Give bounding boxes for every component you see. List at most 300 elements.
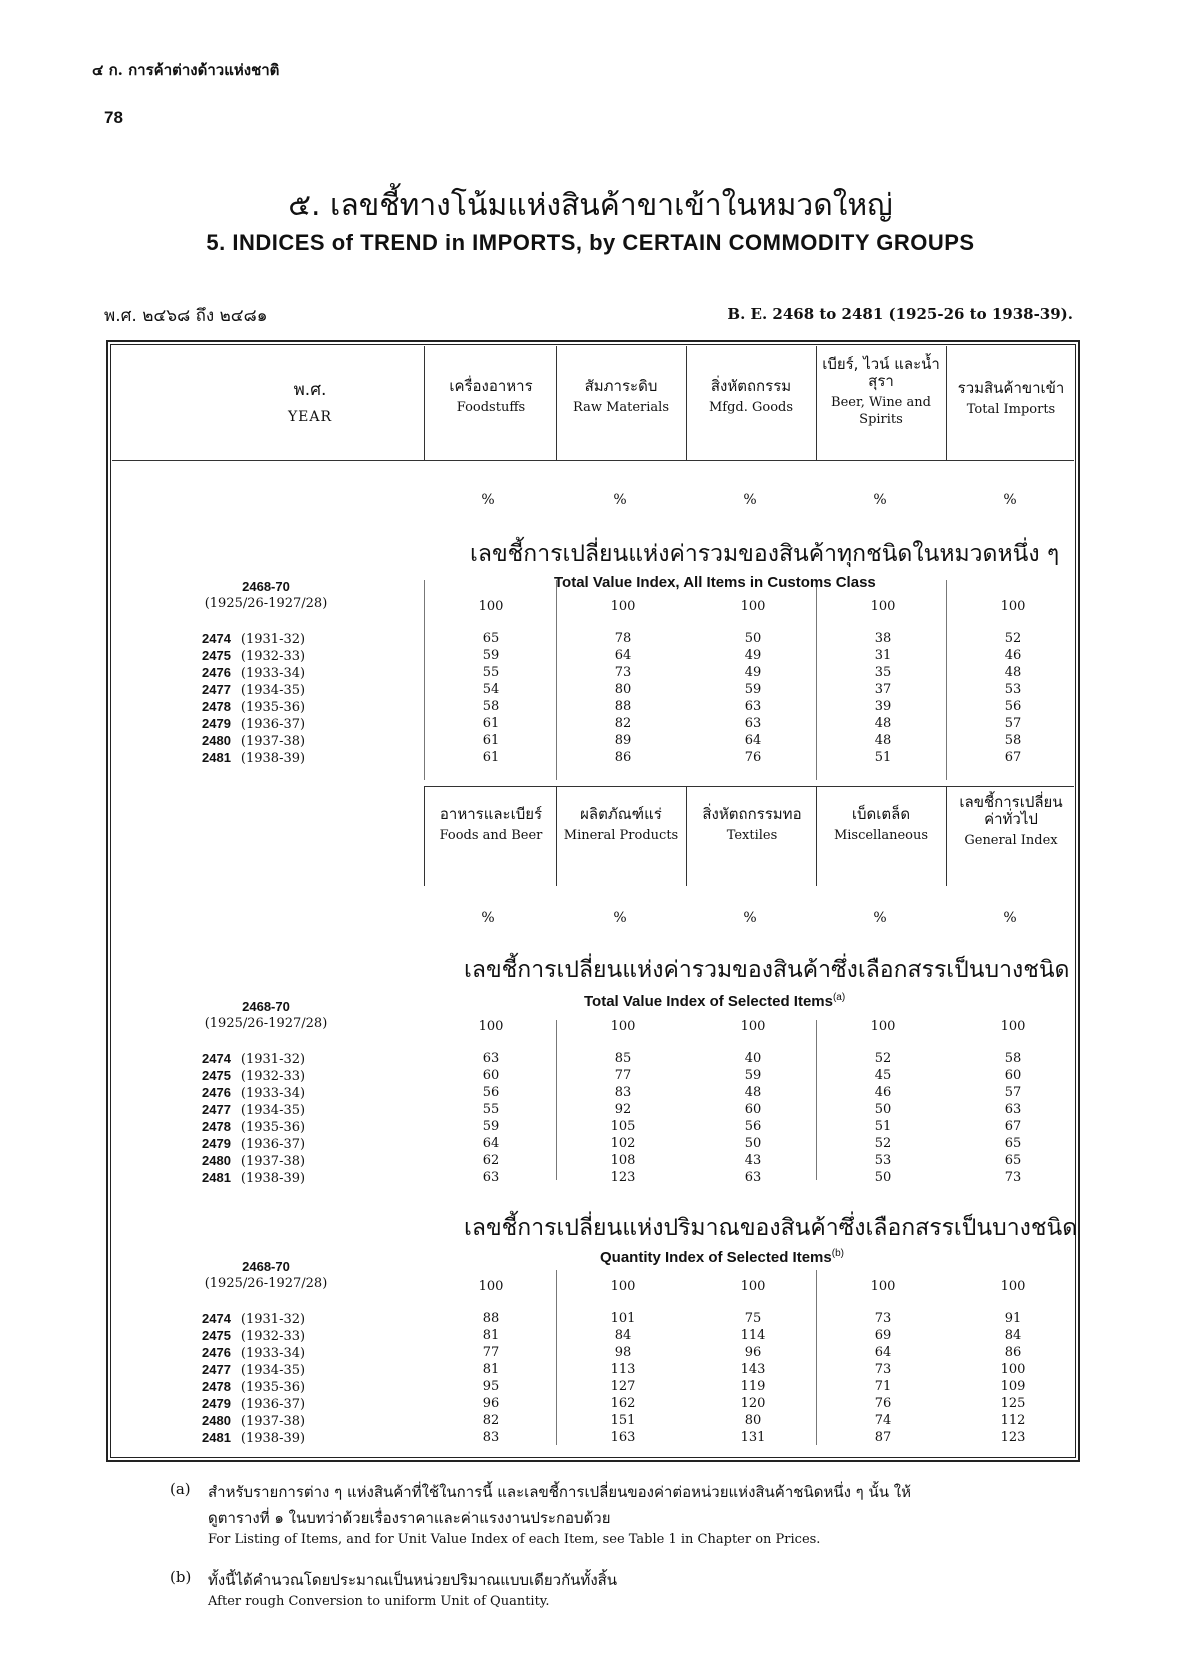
year-label [202, 749, 321, 767]
table-cell: 49 [744, 648, 762, 663]
col-divider [686, 786, 687, 886]
table-cell: 112 [1000, 1413, 1026, 1428]
year-be: 2481 [202, 1170, 231, 1185]
col-header-foods-beer [426, 806, 556, 844]
chapter-label: ๔ ก. การค้าต่างด้าวแห่งชาติ [92, 61, 280, 79]
year-be: 2481 [202, 1430, 231, 1445]
col-header-thai: ผลิตภัณฑ์แร่ [580, 805, 662, 823]
table-cell: 52 [874, 1051, 892, 1066]
table-cell: 123 [610, 1170, 636, 1185]
year-ad: (1938-39) [240, 1431, 306, 1446]
year-label [202, 1429, 321, 1447]
footnote-english: After rough Conversion to uniform Unit of Quantity. [208, 1594, 550, 1609]
section-title-text: Total Value Index of Selected Items [584, 993, 833, 1010]
base-value-cell: 100 [478, 1019, 504, 1034]
year-ad: (1932-33) [240, 649, 306, 664]
table-cell: 54 [482, 682, 500, 697]
year-be: 2480 [202, 1413, 231, 1428]
table-cell: 39 [874, 699, 892, 714]
year-label [202, 1378, 321, 1396]
table-cell: 62 [482, 1153, 500, 1168]
year-label [202, 1101, 321, 1119]
period-english: B. E. 2468 to 2481 (1925-26 to 1938-39). [727, 305, 1073, 323]
table-cell: 123 [1000, 1430, 1026, 1445]
col-header-english: General Index [964, 833, 1058, 848]
table-cell: 131 [740, 1430, 766, 1445]
table-cell: 69 [874, 1328, 892, 1343]
base-value-cell: 100 [870, 1279, 896, 1294]
year-label [202, 1412, 321, 1430]
footnote-thai: สำหรับรายการต่าง ๆ แห่งสินค้าที่ใช้ในการนี้ และเลขชี้การเปลี่ยนของค่าต่อหน่วยแห่งสินค้าชนิดหนึ่ง ๆ นั้น ให้ [208, 1483, 911, 1501]
col-header-mineral-products [558, 806, 684, 844]
year-ad: (1935-36) [240, 1380, 306, 1395]
table-cell: 50 [874, 1170, 892, 1185]
table-cell: 87 [874, 1430, 892, 1445]
year-label [202, 1344, 321, 1362]
table-cell: 48 [1004, 665, 1022, 680]
col-header-english: Foods and Beer [439, 828, 543, 843]
col-guide [424, 580, 425, 780]
table-cell: 59 [744, 682, 762, 697]
year-ad: (1931-32) [240, 632, 306, 647]
year-ad: (1934-35) [240, 683, 306, 698]
year-label [202, 1067, 321, 1085]
year-be: 2475 [202, 1068, 231, 1083]
table-cell: 50 [744, 1136, 762, 1151]
table-cell: 100 [1000, 1362, 1026, 1377]
table-cell: 50 [744, 631, 762, 646]
col-divider [946, 786, 947, 886]
percent-sign: % [743, 910, 757, 926]
percent-sign: % [1003, 910, 1017, 926]
table-cell: 82 [482, 1413, 500, 1428]
subheader-rule [424, 786, 1074, 787]
year-label [202, 647, 321, 665]
year-be: 2475 [202, 648, 231, 663]
year-ad: (1931-32) [240, 1052, 306, 1067]
year-label [202, 1152, 321, 1170]
table-cell: 35 [874, 665, 892, 680]
col-guide [946, 580, 947, 780]
year-be: 2479 [202, 716, 231, 731]
section-title-english [600, 1248, 844, 1266]
year-label [202, 681, 321, 699]
col-header-english: Mfgd. Goods [708, 400, 794, 415]
table-cell: 65 [1004, 1136, 1022, 1151]
table-cell: 77 [614, 1068, 632, 1083]
table-cell: 65 [482, 631, 500, 646]
table-cell: 114 [740, 1328, 766, 1343]
table-cell: 98 [614, 1345, 632, 1360]
footnote-b [170, 1568, 1090, 1609]
table-cell: 73 [614, 665, 632, 680]
table-cell: 65 [1004, 1153, 1022, 1168]
year-ad: (1936-37) [240, 1397, 306, 1412]
table-cell: 58 [1004, 1051, 1022, 1066]
table-cell: 76 [744, 750, 762, 765]
year-be: 2480 [202, 1153, 231, 1168]
table-cell: 48 [874, 733, 892, 748]
table-cell: 64 [744, 733, 762, 748]
col-header-english: Foodstuffs [456, 400, 526, 415]
year-ad: (1934-35) [240, 1103, 306, 1118]
table-cell: 63 [744, 716, 762, 731]
col-guide [816, 580, 817, 780]
year-label [202, 630, 321, 648]
year-ad: (1935-36) [240, 700, 306, 715]
table-cell: 73 [1004, 1170, 1022, 1185]
base-value-cell: 100 [740, 1019, 766, 1034]
col-divider [686, 346, 687, 460]
footnote-label: (a) [170, 1480, 191, 1498]
year-label [202, 698, 321, 716]
table-cell: 88 [614, 699, 632, 714]
year-ad: (1934-35) [240, 1363, 306, 1378]
table-cell: 85 [614, 1051, 632, 1066]
year-be: 2478 [202, 1379, 231, 1394]
col-header-total-imports [948, 380, 1074, 418]
table-cell: 61 [482, 733, 500, 748]
section-title-thai: เลขชี้การเปลี่ยนแห่งค่ารวมของสินค้าซึ่งเลือกสรรเป็นบางชนิด [464, 957, 1070, 983]
col-header-thai: สิ่งหัตถกรรมทอ [702, 805, 802, 823]
percent-sign: % [873, 492, 887, 508]
percent-sign: % [481, 492, 495, 508]
table-cell: 101 [610, 1311, 636, 1326]
table-cell: 64 [614, 648, 632, 663]
col-divider [816, 786, 817, 886]
section-title-english [554, 574, 876, 591]
table-cell: 63 [744, 699, 762, 714]
section-title-thai: เลขชี้การเปลี่ยนแห่งปริมาณของสินค้าซึ่งเลือกสรรเป็นบางชนิด [464, 1215, 1078, 1241]
table-cell: 48 [744, 1085, 762, 1100]
footnote-english: For Listing of Items, and for Unit Value Index of each Item, see Table 1 in Chapter on Prices. [208, 1532, 821, 1547]
year-label [202, 1050, 321, 1068]
table-cell: 58 [1004, 733, 1022, 748]
table-cell: 48 [874, 716, 892, 731]
col-divider [424, 346, 425, 460]
table-cell: 96 [482, 1396, 500, 1411]
table-cell: 74 [874, 1413, 892, 1428]
year-ad: (1937-38) [240, 1154, 306, 1169]
base-year-ad: (1925/26-1927/28) [204, 1276, 328, 1291]
col-divider [816, 346, 817, 460]
year-be: 2477 [202, 1362, 231, 1377]
year-ad: (1937-38) [240, 734, 306, 749]
percent-sign: % [1003, 492, 1017, 508]
year-label [202, 1327, 321, 1345]
table-cell: 63 [482, 1051, 500, 1066]
col-divider [946, 346, 947, 460]
base-value-cell: 100 [1000, 599, 1026, 614]
footnote-thai: ดูตารางที่ ๑ ในบทว่าด้วยเรื่องราคาและค่าแรงงานประกอบด้วย [208, 1509, 611, 1527]
year-be: 2474 [202, 1051, 231, 1066]
table-cell: 56 [482, 1085, 500, 1100]
table-cell: 80 [744, 1413, 762, 1428]
table-cell: 95 [482, 1379, 500, 1394]
table-cell: 143 [740, 1362, 766, 1377]
table-cell: 63 [1004, 1102, 1022, 1117]
table-cell: 31 [874, 648, 892, 663]
base-value-cell: 100 [870, 1019, 896, 1034]
table-cell: 59 [482, 1119, 500, 1134]
col-header-english: Beer, Wine and Spirits [831, 395, 931, 427]
table-cell: 75 [744, 1311, 762, 1326]
col-header-general-index [948, 794, 1074, 849]
table-cell: 46 [874, 1085, 892, 1100]
table-cell: 61 [482, 716, 500, 731]
year-be: 2480 [202, 733, 231, 748]
table-cell: 46 [1004, 648, 1022, 663]
base-value-cell: 100 [870, 599, 896, 614]
col-guide [556, 1270, 557, 1445]
table-cell: 127 [610, 1379, 636, 1394]
col-header-english: Total Imports [966, 402, 1056, 417]
year-be: 2477 [202, 682, 231, 697]
table-cell: 53 [1004, 682, 1022, 697]
year-be: 2478 [202, 1119, 231, 1134]
year-ad: (1937-38) [240, 1414, 306, 1429]
col-header-english: Miscellaneous [833, 828, 929, 843]
year-label [202, 1169, 321, 1187]
table-cell: 86 [1004, 1345, 1022, 1360]
year-ad: (1936-37) [240, 717, 306, 732]
section-title-thai: เลขชี้การเปลี่ยนแห่งค่ารวมของสินค้าทุกชนิดในหมวดหนึ่ง ๆ [470, 541, 1060, 567]
table-cell: 102 [610, 1136, 636, 1151]
percent-sign: % [743, 492, 757, 508]
table-cell: 84 [1004, 1328, 1022, 1343]
table-cell: 57 [1004, 1085, 1022, 1100]
table-cell: 56 [744, 1119, 762, 1134]
section-title-text: Total Value Index, All Items in Customs Class [554, 574, 876, 591]
base-value-cell: 100 [610, 1019, 636, 1034]
footnote-ref: (a) [832, 992, 846, 1003]
year-be: 2474 [202, 1311, 231, 1326]
table-cell: 80 [614, 682, 632, 697]
base-year-label [186, 998, 346, 1032]
table-cell: 52 [1004, 631, 1022, 646]
table-cell: 109 [1000, 1379, 1026, 1394]
base-year-be: 2468-70 [242, 579, 290, 594]
col-header-english: Textiles [726, 828, 778, 843]
col-header-thai: เบ็ดเตล็ด [851, 805, 911, 823]
table-cell: 37 [874, 682, 892, 697]
col-divider [424, 786, 425, 886]
year-be: 2476 [202, 1345, 231, 1360]
table-cell: 63 [482, 1170, 500, 1185]
footnote-a [170, 1480, 1090, 1547]
page-number: 78 [104, 108, 123, 127]
col-header-thai: เครื่องอาหาร [449, 377, 533, 395]
table-cell: 55 [482, 665, 500, 680]
table-cell: 89 [614, 733, 632, 748]
table-cell: 63 [744, 1170, 762, 1185]
page-title-thai: ๕. เลขชี้ทางโน้มแห่งสินค้าขาเข้าในหมวดใหญ่ [288, 188, 893, 223]
table-cell: 96 [744, 1345, 762, 1360]
table-cell: 105 [610, 1119, 636, 1134]
table-cell: 119 [740, 1379, 766, 1394]
section-title-english [584, 992, 845, 1010]
base-year-be: 2468-70 [242, 999, 290, 1014]
table-cell: 51 [874, 1119, 892, 1134]
table-cell: 43 [744, 1153, 762, 1168]
percent-sign: % [613, 492, 627, 508]
col-header-thai: สิ่งหัตถกรรม [710, 377, 792, 395]
table-cell: 64 [874, 1345, 892, 1360]
year-label [202, 715, 321, 733]
year-be: 2479 [202, 1136, 231, 1151]
footnote-label: (b) [170, 1568, 192, 1586]
table-cell: 60 [482, 1068, 500, 1083]
year-header-thai: พ.ศ. [293, 380, 327, 400]
table-cell: 81 [482, 1328, 500, 1343]
table-cell: 59 [482, 648, 500, 663]
table-cell: 51 [874, 750, 892, 765]
year-label [202, 1135, 321, 1153]
year-ad: (1936-37) [240, 1137, 306, 1152]
year-label [202, 664, 321, 682]
col-guide [556, 1020, 557, 1180]
base-value-cell: 100 [610, 599, 636, 614]
footnote-ref: (b) [831, 1248, 844, 1259]
table-cell: 53 [874, 1153, 892, 1168]
col-divider [556, 346, 557, 460]
year-be: 2481 [202, 750, 231, 765]
year-label [202, 732, 321, 750]
table-cell: 162 [610, 1396, 636, 1411]
col-header-textiles [688, 806, 816, 844]
table-cell: 50 [874, 1102, 892, 1117]
col-header-raw-materials [558, 378, 684, 416]
year-label [202, 1084, 321, 1102]
table-cell: 45 [874, 1068, 892, 1083]
year-ad: (1935-36) [240, 1120, 306, 1135]
year-be: 2476 [202, 665, 231, 680]
base-year-label [186, 1258, 346, 1292]
table-cell: 113 [610, 1362, 636, 1377]
table-cell: 60 [744, 1102, 762, 1117]
col-header-beer-wine-spirits [818, 356, 944, 428]
year-ad: (1933-34) [240, 1346, 306, 1361]
year-header [200, 376, 420, 425]
section-title-text: Quantity Index of Selected Items [600, 1249, 832, 1266]
table-cell: 78 [614, 631, 632, 646]
table-cell: 120 [740, 1396, 766, 1411]
col-divider [556, 786, 557, 886]
year-be: 2474 [202, 631, 231, 646]
table-cell: 67 [1004, 1119, 1022, 1134]
year-label [202, 1118, 321, 1136]
table-cell: 76 [874, 1396, 892, 1411]
table-cell: 61 [482, 750, 500, 765]
table-cell: 77 [482, 1345, 500, 1360]
table-cell: 82 [614, 716, 632, 731]
table-cell: 83 [482, 1430, 500, 1445]
table-cell: 56 [1004, 699, 1022, 714]
table-cell: 57 [1004, 716, 1022, 731]
page-title-english: 5. INDICES of TREND in IMPORTS, by CERTAIN COMMODITY GROUPS [206, 230, 975, 255]
table-cell: 73 [874, 1362, 892, 1377]
period-thai: พ.ศ. ๒๔๖๘ ถึง ๒๔๘๑ [104, 306, 268, 326]
col-header-thai: เลขชี้การเปลี่ยน ค่าทั่วไป [959, 793, 1063, 828]
year-label [202, 1395, 321, 1413]
year-ad: (1932-33) [240, 1329, 306, 1344]
header-rule [112, 460, 1074, 461]
year-be: 2477 [202, 1102, 231, 1117]
base-value-cell: 100 [1000, 1279, 1026, 1294]
base-value-cell: 100 [1000, 1019, 1026, 1034]
year-header-english: YEAR [287, 409, 333, 425]
table-cell: 52 [874, 1136, 892, 1151]
col-guide [556, 580, 557, 780]
year-ad: (1938-39) [240, 1171, 306, 1186]
table-cell: 83 [614, 1085, 632, 1100]
col-guide [816, 1270, 817, 1445]
year-label [202, 1361, 321, 1379]
table-cell: 67 [1004, 750, 1022, 765]
col-header-english: Raw Materials [572, 400, 670, 415]
year-ad: (1931-32) [240, 1312, 306, 1327]
table-cell: 38 [874, 631, 892, 646]
table-cell: 86 [614, 750, 632, 765]
table-cell: 92 [614, 1102, 632, 1117]
table-cell: 73 [874, 1311, 892, 1326]
percent-sign: % [481, 910, 495, 926]
year-label [202, 1310, 321, 1328]
base-value-cell: 100 [740, 1279, 766, 1294]
percent-sign: % [613, 910, 627, 926]
table-cell: 84 [614, 1328, 632, 1343]
table-cell: 60 [1004, 1068, 1022, 1083]
base-year-ad: (1925/26-1927/28) [204, 596, 328, 611]
year-ad: (1938-39) [240, 751, 306, 766]
col-header-thai: รวมสินค้าขาเข้า [957, 379, 1065, 397]
table-cell: 108 [610, 1153, 636, 1168]
table-cell: 71 [874, 1379, 892, 1394]
base-value-cell: 100 [478, 1279, 504, 1294]
base-year-be: 2468-70 [242, 1259, 290, 1274]
col-header-miscellaneous [818, 806, 944, 844]
year-be: 2475 [202, 1328, 231, 1343]
percent-sign: % [873, 910, 887, 926]
table-cell: 59 [744, 1068, 762, 1083]
year-ad: (1933-34) [240, 1086, 306, 1101]
base-value-cell: 100 [610, 1279, 636, 1294]
col-header-thai: อาหารและเบียร์ [439, 805, 543, 823]
base-year-label [186, 578, 346, 612]
year-ad: (1933-34) [240, 666, 306, 681]
base-value-cell: 100 [478, 599, 504, 614]
col-header-thai: สัมภาระดิบ [584, 377, 658, 395]
table-cell: 64 [482, 1136, 500, 1151]
col-header-mfgd-goods [688, 378, 814, 416]
table-cell: 91 [1004, 1311, 1022, 1326]
table-cell: 58 [482, 699, 500, 714]
table-cell: 49 [744, 665, 762, 680]
table-cell: 151 [610, 1413, 636, 1428]
year-ad: (1932-33) [240, 1069, 306, 1084]
table-cell: 81 [482, 1362, 500, 1377]
col-header-thai: เบียร์, ไวน์ และน้ำสุรา [822, 355, 940, 390]
year-be: 2479 [202, 1396, 231, 1411]
table-cell: 163 [610, 1430, 636, 1445]
table-cell: 40 [744, 1051, 762, 1066]
table-cell: 125 [1000, 1396, 1026, 1411]
base-year-ad: (1925/26-1927/28) [204, 1016, 328, 1031]
year-be: 2478 [202, 699, 231, 714]
table-cell: 55 [482, 1102, 500, 1117]
footnote-thai: ทั้งนี้ได้คำนวณโดยประมาณเป็นหน่วยปริมาณแบบเดียวกันทั้งสิ้น [208, 1571, 618, 1589]
base-value-cell: 100 [740, 599, 766, 614]
